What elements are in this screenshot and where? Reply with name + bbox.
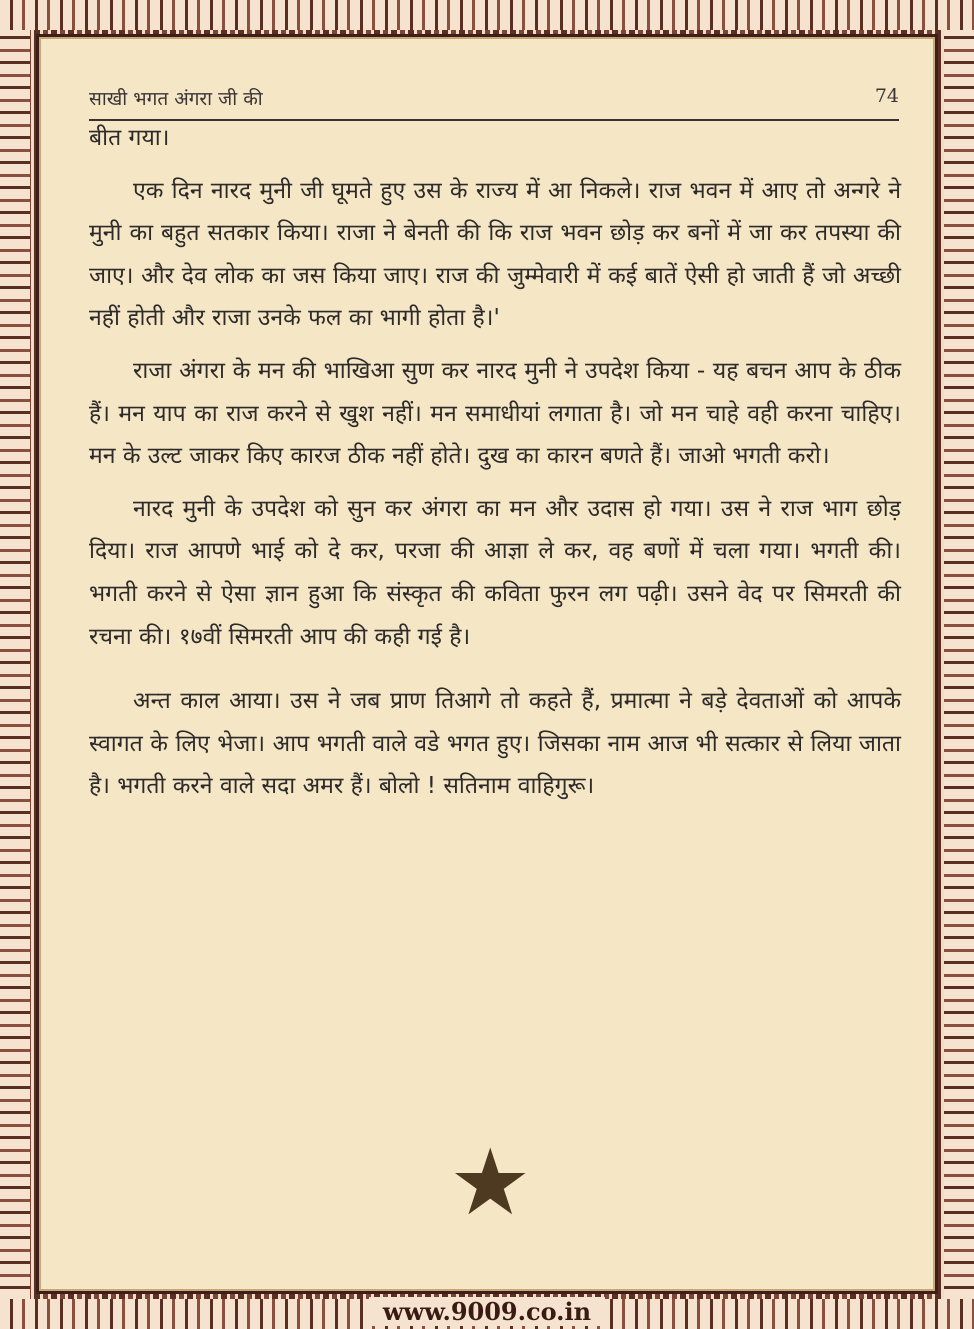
book-page — [36, 34, 938, 1294]
paragraph-continuation: बीत गया। — [89, 125, 170, 151]
frame-border-right — [944, 30, 974, 1299]
star-icon: ★ — [449, 1129, 532, 1236]
page-number: 74 — [874, 85, 899, 107]
paragraph: एक दिन नारद मुनी जी घूमते हुए उस के राज्य में आ निकले। राज भवन में आए तो अन्गरे ने मुनी का बहुत सतकार किया। राजा ने बेनती की कि राज भवन छोड़ कर बनों में जा कर तपस्या की जाए। और देव लोक का जस किया जाए। राज की जुम्मेवारी में कई बातें ऐसी हो जाती हैं जो अच्छी नहीं होती और राजा उनके फल का भागी होता है।' — [89, 177, 901, 332]
website-url: www.9009.co.in — [369, 1297, 605, 1326]
paragraph: राजा अंगरा के मन की भाखिआ सुण कर नारद मुनी ने उपदेश किया - यह बचन आप के ठीक हैं। मन याप का राज करने से खुश नहीं। मन समाधीयां लगाता है। जो मन चाहे वही करना चाहिए। मन के उल्ट जाकर किए कारज ठीक नहीं होते। दुख का कारन बणते हैं। जाओ भगती करो। — [89, 357, 901, 470]
paragraph: अन्त काल आया। उस ने जब प्राण तिआगे तो कहते हैं, प्रमात्मा ने बड़े देवताओं को आपके स्वागत के लिए भेजा। आप भगती वाले वडे भगत हुए। जिसका नाम आज भी सत्कार से लिया जाता है। भगती करने वाले सदा अमर हैं। बोलो ! सतिनाम वाहिगुरू। — [89, 688, 901, 800]
running-title: साखी भगत अंगरा जी की — [89, 88, 263, 110]
page-header — [89, 79, 899, 121]
frame-border-left — [0, 30, 30, 1299]
page-body — [89, 117, 901, 808]
paragraph: नारद मुनी के उपदेश को सुन कर अंगरा का मन और उदास हो गया। उस ने राज भाग छोड़ दिया। राज आपणे भाई को दे कर, परजा की आज्ञा ले कर, वह बणों में चला गया। भगती की। भगती करने से ऐसा ज्ञान हुआ कि संस्कृत की कविता फुरन लग पढ़ी। उसने वेद पर सिमरती की रचना की। १७वीं सिमरती आप की कही गई है। — [89, 495, 901, 650]
footer-website — [0, 1297, 974, 1326]
frame-border-top — [0, 0, 974, 30]
